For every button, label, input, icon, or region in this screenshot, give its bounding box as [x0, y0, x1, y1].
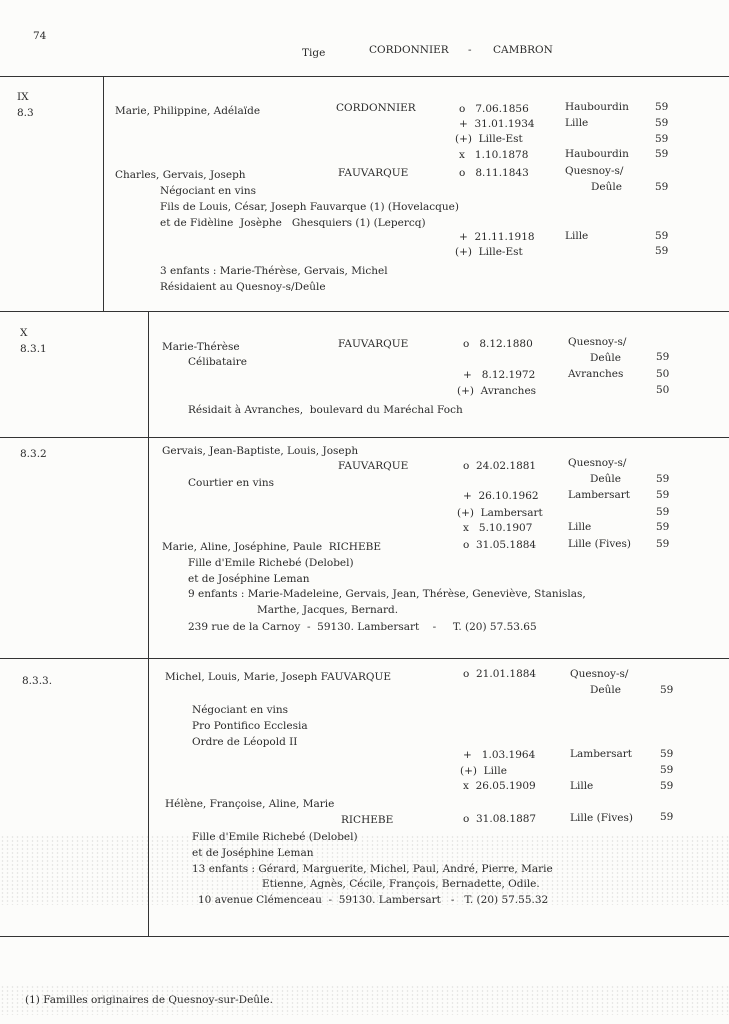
address: 239 rue de la Carnoy - 59130. Lambersart - T. (20) 57.53.65 — [188, 621, 537, 633]
parents-father: Fils de Louis, César, Joseph Fauvarque (1) (Hovelacque) — [160, 201, 459, 213]
birth-date: o 21.01.1884 — [463, 668, 537, 680]
gen9-column-rule — [103, 76, 104, 311]
residence: Résidait à Avranches, boulevard du Maréchal Foch — [188, 404, 463, 416]
spouse-name: Marie, Aline, Joséphine, Paule RICHEBE — [162, 541, 382, 553]
marriage-date: x 26.05.1909 — [463, 780, 536, 792]
spouse-name: Hélène, Françoise, Aline, Marie — [165, 798, 335, 810]
dept: 59 — [660, 684, 674, 696]
birth-date: o 24.02.1881 — [463, 460, 537, 472]
place: Quesnoy-s/ — [570, 668, 629, 680]
burial: (+) Avranches — [457, 385, 537, 397]
dept: 59 — [655, 181, 669, 193]
person-name: Gervais, Jean-Baptiste, Louis, Joseph — [162, 445, 359, 457]
children: 3 enfants : Marie-Thérèse, Gervais, Michel — [160, 265, 388, 277]
birth-date: o 8.12.1880 — [463, 338, 533, 350]
death-date: + 1.03.1964 — [463, 749, 536, 761]
header-family-1: CORDONNIER — [369, 44, 449, 56]
burial: (+) Lille — [460, 765, 507, 777]
family-name: FAUVARQUE — [338, 338, 409, 350]
honour: Ordre de Léopold II — [192, 736, 298, 748]
parents-father: Fille d'Emile Richebé (Delobel) — [188, 557, 354, 569]
row-8-3-1-bottom-rule — [0, 437, 729, 438]
dept: 59 — [655, 230, 669, 242]
children: 9 enfants : Marie-Madeleine, Gervais, Jean, Thérèse, Geneviève, Stanislas, — [188, 588, 586, 600]
dept: 59 — [655, 101, 669, 113]
children: 13 enfants : Gérard, Marguerite, Michel, Paul, André, Pierre, Marie — [192, 863, 553, 875]
table-bottom-rule — [0, 936, 729, 937]
marriage-date: x 5.10.1907 — [463, 522, 533, 534]
dept: 59 — [655, 245, 669, 257]
person-name: Charles, Gervais, Joseph — [115, 169, 246, 181]
place: Lambersart — [570, 748, 633, 760]
place: Deûle — [590, 473, 621, 485]
place: Quesnoy-s/ — [568, 457, 627, 469]
dept: 59 — [660, 764, 674, 776]
death-date: + 8.12.1972 — [463, 369, 536, 381]
entry-ref: 8.3 — [17, 107, 34, 119]
place: Lambersart — [568, 489, 631, 501]
occupation: Courtier en vins — [188, 477, 275, 489]
burial: (+) Lille-Est — [455, 133, 523, 145]
children: Marthe, Jacques, Bernard. — [257, 604, 399, 616]
footnote: (1) Familles originaires de Quesnoy-sur-Deûle. — [25, 994, 273, 1006]
person-name: Marie, Philippine, Adélaïde — [115, 105, 261, 117]
family-name: FAUVARQUE — [338, 167, 409, 179]
place: Avranches — [568, 368, 624, 380]
parents-father: Fille d'Emile Richebé (Delobel) — [192, 831, 358, 843]
death-date: + 31.01.1934 — [459, 118, 535, 130]
dept: 50 — [656, 368, 670, 380]
place: Quesnoy-s/ — [568, 336, 627, 348]
birth-date: o 31.08.1887 — [463, 813, 537, 825]
residence: Résidaient au Quesnoy-s/Deûle — [160, 281, 326, 293]
dept: 59 — [660, 811, 674, 823]
place: Lille — [570, 780, 594, 792]
parents-mother: et de Fidèline Josèphe Ghesquiers (1) (Lepercq) — [160, 217, 426, 229]
header-dash: - — [468, 44, 472, 56]
dept: 59 — [660, 780, 674, 792]
place: Quesnoy-s/ — [565, 165, 624, 177]
place: Deûle — [590, 352, 621, 364]
place: Lille (Fives) — [570, 812, 633, 824]
person-name: Marie-Thérèse — [162, 341, 240, 353]
burial: (+) Lambersart — [457, 507, 543, 519]
dept: 59 — [656, 351, 670, 363]
header-tige: Tige — [302, 47, 326, 59]
dept: 59 — [660, 748, 674, 760]
occupation: Négociant en vins — [192, 704, 289, 716]
place: Lille (Fives) — [568, 538, 631, 550]
death-date: + 21.11.1918 — [459, 231, 535, 243]
address: 10 avenue Clémenceau - 59130. Lambersart - T. (20) 57.55.32 — [198, 894, 549, 906]
dept: 59 — [656, 538, 670, 550]
birth-date: o 31.05.1884 — [463, 539, 537, 551]
burial: (+) Lille-Est — [455, 246, 523, 258]
person-name: Michel, Louis, Marie, Joseph FAUVARQUE — [165, 671, 391, 683]
death-date: + 26.10.1962 — [463, 490, 539, 502]
dept: 59 — [655, 148, 669, 160]
place: Deûle — [590, 684, 621, 696]
marriage-date: x 1.10.1878 — [459, 149, 529, 161]
birth-date: o 8.11.1843 — [459, 167, 529, 179]
dept: 59 — [655, 133, 669, 145]
entry-ref: 8.3.3. — [22, 675, 53, 687]
occupation: Négociant en vins — [160, 185, 257, 197]
dept: 59 — [655, 117, 669, 129]
family-name: RICHEBE — [341, 814, 394, 826]
family-name: FAUVARQUE — [338, 460, 409, 472]
dept: 59 — [656, 506, 670, 518]
page-number: 74 — [33, 30, 47, 42]
family-name: CORDONNIER — [336, 102, 416, 114]
place: Haubourdin — [565, 101, 629, 113]
place: Lille — [565, 230, 589, 242]
generation-label: X — [20, 327, 28, 339]
honour: Pro Pontifico Ecclesia — [192, 720, 308, 732]
entry-ref: 8.3.2 — [20, 448, 47, 460]
generation-label: IX — [17, 91, 29, 103]
header-family-2: CAMBRON — [493, 44, 553, 56]
dept: 59 — [656, 521, 670, 533]
place: Lille — [565, 117, 589, 129]
status: Célibataire — [188, 356, 248, 368]
place: Haubourdin — [565, 148, 629, 160]
dept: 59 — [656, 489, 670, 501]
dept: 59 — [656, 473, 670, 485]
parents-mother: et de Joséphine Leman — [192, 847, 314, 859]
place: Deûle — [591, 181, 622, 193]
place: Lille — [568, 521, 592, 533]
entry-ref: 8.3.1 — [20, 343, 47, 355]
row-8-3-2-bottom-rule — [0, 658, 729, 659]
children: Etienne, Agnès, Cécile, François, Bernadette, Odile. — [262, 878, 540, 890]
birth-date: o 7.06.1856 — [459, 103, 529, 115]
gen9-bottom-rule — [0, 311, 729, 312]
table-top-rule — [0, 76, 729, 77]
parents-mother: et de Joséphine Leman — [188, 573, 310, 585]
dept: 50 — [656, 384, 670, 396]
